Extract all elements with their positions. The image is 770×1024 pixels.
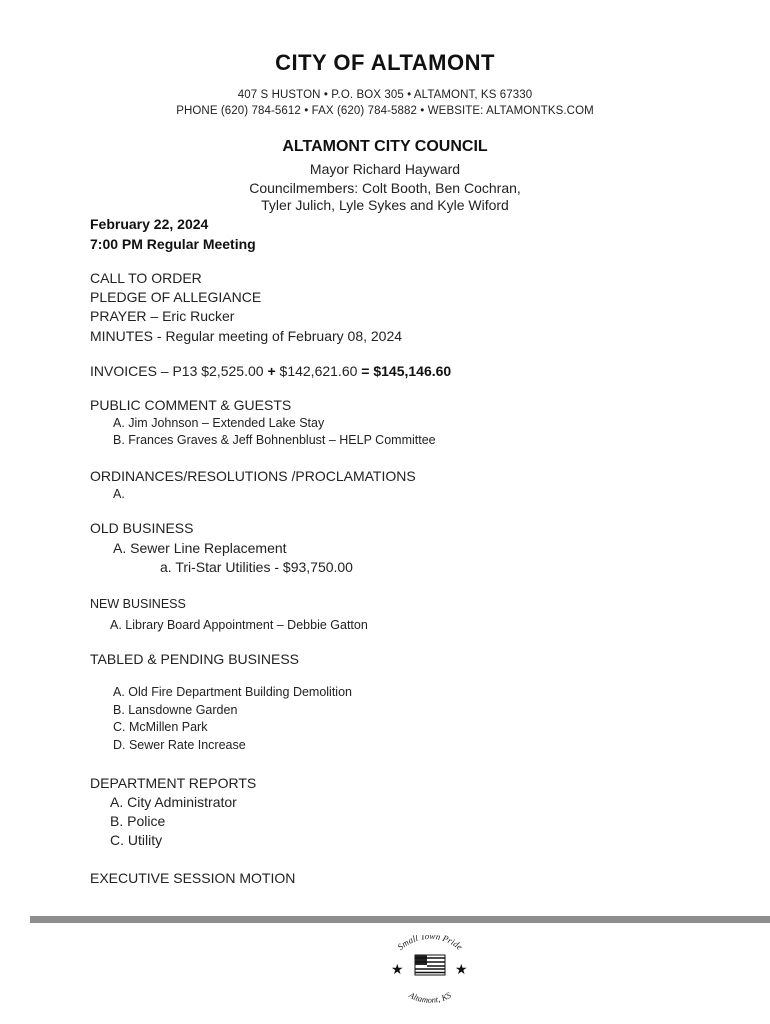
minutes: MINUTES - Regular meeting of February 08, 2024 (90, 328, 403, 344)
footer-divider (30, 916, 770, 923)
invoices-line (90, 363, 451, 379)
councilmembers-line-1: Councilmembers: Colt Booth, Ben Cochran, (249, 180, 521, 196)
tabled-heading: TABLED & PENDING BUSINESS (90, 651, 300, 667)
old-business-subitem: a. Tri-Star Utilities - $93,750.00 (160, 559, 353, 575)
executive-session: EXECUTIVE SESSION MOTION (90, 870, 296, 886)
old-business-item: A. Sewer Line Replacement (113, 540, 287, 556)
meeting-time: 7:00 PM Regular Meeting (90, 236, 256, 252)
councilmembers-line-2: Tyler Julich, Lyle Sykes and Kyle Wiford (261, 197, 509, 213)
call-to-order: CALL TO ORDER (90, 270, 202, 286)
mayor-line: Mayor Richard Hayward (309, 161, 461, 177)
tabled-item: C. McMillen Park (113, 720, 208, 734)
old-business-heading: OLD BUSINESS (90, 520, 194, 536)
svg-text:Small Town Pride (395, 935, 464, 952)
star-icon: ★ (455, 961, 468, 977)
new-business-heading: NEW BUSINESS (90, 597, 186, 611)
invoices-label: INVOICES – P13 $2,525.00 (90, 363, 268, 379)
pledge: PLEDGE OF ALLEGIANCE (90, 289, 262, 305)
contact-line: PHONE (620) 784-5612 • FAX (620) 784-5882 • WEBSITE: ALTAMONTKS.COM (176, 105, 594, 117)
small-town-pride-seal (385, 935, 475, 1010)
tabled-item: A. Old Fire Department Building Demolition (113, 685, 352, 699)
department-report-item: C. Utility (110, 832, 163, 848)
tabled-item: D. Sewer Rate Increase (113, 738, 246, 752)
meeting-date: February 22, 2024 (90, 216, 209, 232)
star-icon: ★ (391, 961, 404, 977)
invoices-total: = $145,146.60 (361, 363, 452, 379)
address-line: 407 S HUSTON • P.O. BOX 305 • ALTAMONT, KS 67330 (237, 89, 533, 101)
seal-top-text: Small Town Pride (395, 935, 465, 952)
svg-text:Altamont, KS (406, 989, 453, 1004)
ordinances-item: A. (113, 487, 125, 501)
department-report-item: A. City Administrator (110, 794, 237, 810)
ordinances-heading: ORDINANCES/RESOLUTIONS /PROCLAMATIONS (90, 468, 416, 484)
waving-flag-icon (415, 955, 445, 975)
public-comment-heading: PUBLIC COMMENT & GUESTS (90, 397, 292, 413)
department-reports-heading: DEPARTMENT REPORTS (90, 775, 257, 791)
prayer: PRAYER – Eric Rucker (90, 308, 235, 324)
public-comment-item: A. Jim Johnson – Extended Lake Stay (113, 416, 325, 430)
city-title: CITY OF ALTAMONT (275, 50, 495, 75)
council-title: ALTAMONT CITY COUNCIL (282, 138, 488, 155)
invoices-plus: + (267, 363, 276, 379)
seal-bottom-text: Altamont, KS (407, 989, 453, 1005)
invoices-amount: $142,621.60 (275, 363, 362, 379)
new-business-item: A. Library Board Appointment – Debbie Gatton (110, 618, 368, 632)
flag-seal-icon (385, 935, 475, 1010)
department-report-item: B. Police (110, 813, 166, 829)
tabled-item: B. Lansdowne Garden (113, 703, 238, 717)
public-comment-item: B. Frances Graves & Jeff Bohnenblust – HELP Committee (113, 433, 436, 447)
